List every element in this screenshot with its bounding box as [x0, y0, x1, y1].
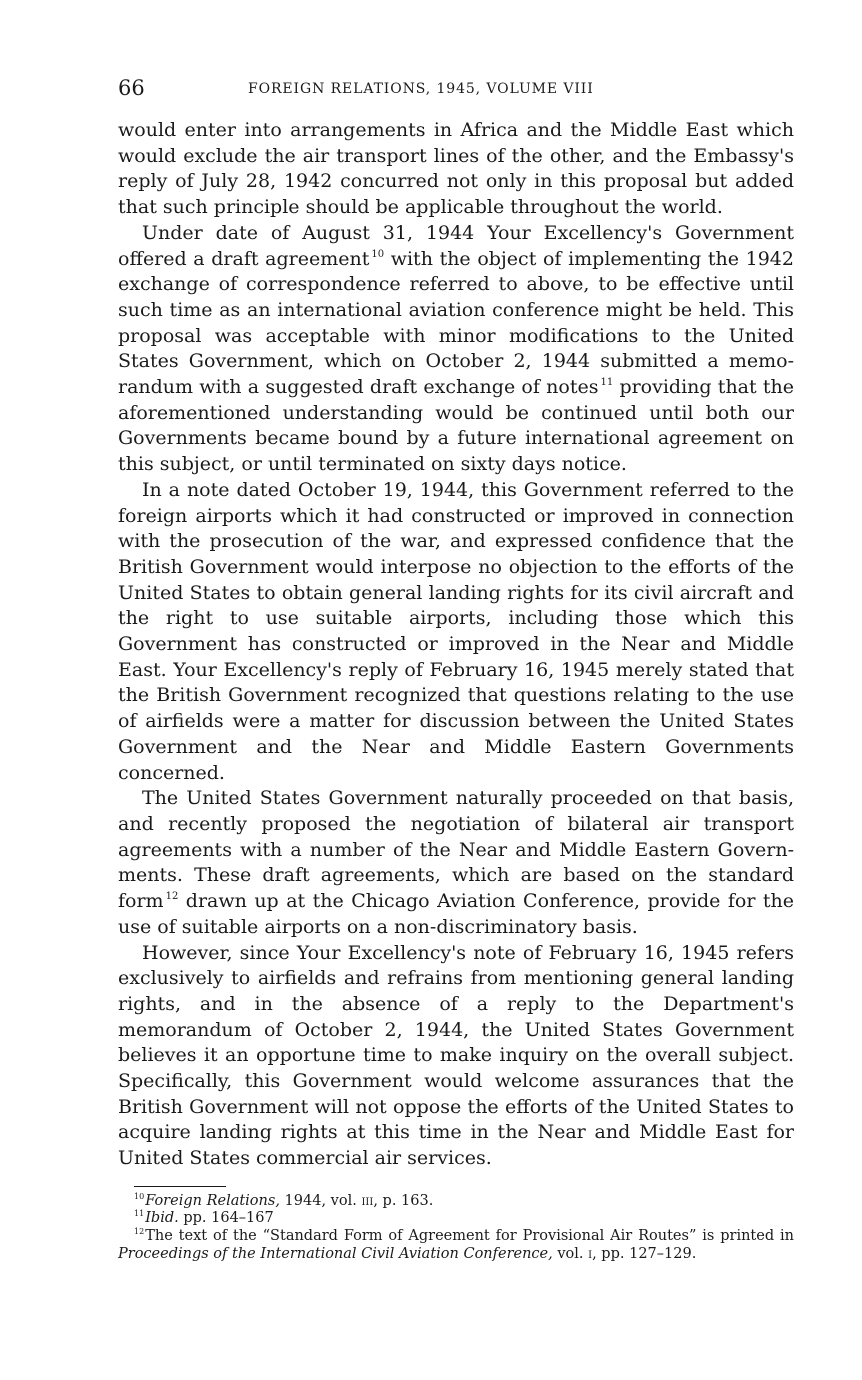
footnote-volume: iii — [361, 1192, 374, 1209]
paragraph-4 — [118, 786, 794, 940]
footnote-citation-title: Foreign Relations, — [145, 1192, 280, 1209]
footnote-text: , p. 163. — [373, 1192, 434, 1209]
footnote-text: The text of the “Standard Form of Agreement for Provisional Air Routes” is printed in — [145, 1228, 794, 1245]
footnote-marker: 10 — [134, 1191, 145, 1201]
footnotes — [118, 1193, 794, 1263]
footnote-citation-title: Ibid. — [145, 1210, 179, 1227]
footnote-11 — [118, 1210, 794, 1228]
footnote-marker: 12 — [134, 1227, 145, 1237]
paragraph-4-text-a: The United States Government naturally proceeded on that basis, and recently proposed the negotiation of bilateral air transport agreements with a number of the Near and Middle Eastern Governments. These draft agreements, which are based on the standard form — [118, 787, 794, 913]
paragraph-4-text-b: drawn up at the Chicago Aviation Conference, provide for the use of suitable airports on a non-discriminatory basis. — [118, 890, 794, 938]
running-head — [118, 74, 794, 104]
footnote-text: , pp. 127–129. — [592, 1245, 697, 1262]
footnote-marker: 11 — [134, 1209, 145, 1219]
footnote-text: pp. 164–167 — [178, 1210, 274, 1227]
footnote-10 — [118, 1193, 794, 1211]
footnote-divider — [134, 1186, 226, 1187]
paragraph-2-text-c: providing that the aforementioned understanding would be continued until both our Governments became bound by a future international agreement on this subject, or until terminated on sixty days notice. — [118, 376, 794, 476]
footnote-ref-12[interactable]: 12 — [165, 891, 179, 903]
paragraph-1: would enter into arrangements in Africa and the Middle East which would exclude the air transport lines of the other, and the Embassy's reply of July 28, 1942 concurred not only in this proposal but added that such principle should be applicable throughout the world. — [118, 119, 794, 219]
page-number: 66 — [118, 76, 145, 100]
running-title: FOREIGN RELATIONS, 1945, VOLUME VIII — [248, 81, 594, 97]
paragraph-2 — [118, 221, 794, 478]
footnote-ref-10[interactable]: 10 — [371, 248, 385, 260]
paragraph-2-text-a: Under date of August 31, 1944 Your Excellency's Government offered a draft agreement — [118, 221, 794, 270]
footnote-volume: i — [588, 1245, 593, 1262]
footnote-text: 1944, vol. — [279, 1192, 362, 1209]
document-page — [118, 74, 794, 1263]
paragraph-2-text-b: with the object of implementing the 1942 exchange of correspondence referred to above, to be effective until such time as an international aviation conference might be held. This proposal was acceptable with minor modifications to the United States Government, which on October 2, 1944 submitted a memorandum with a suggested draft exchange of notes — [118, 247, 794, 399]
paragraph-5: However, since Your Excellency's note of February 16, 1945 refers exclusively to airfields and refrains from mentioning general landing rights, and in the absence of a reply to the Department's memorandum of October 2, 1944, the United States Government believes it an opportune time to make inquiry on the overall subject. Specifically, this Government would welcome assurances that the British Government will not oppose the efforts of the United States to acquire landing rights at this time in the Near and Middle East for United States commercial air services. — [118, 941, 794, 1170]
paragraph-3: In a note dated October 19, 1944, this Government referred to the foreign airports which it had constructed or improved in connection with the prosecution of the war, and expressed confidence that the British Government would interpose no objection to the efforts of the United States to obtain general landing rights for its civil aircraft and the right to use suitable airports, including those which this Government has constructed or improved in the Near and Middle East. Your Excellency's reply of February 16, 1945 merely stated that the British Government recognized that questions relating to the use of airfields were a matter for discussion between the United States Government and the Near and Middle Eastern Governments concerned. — [118, 478, 794, 784]
body-text — [118, 118, 794, 1172]
footnote-ref-11[interactable]: 11 — [600, 377, 614, 389]
footnote-12 — [118, 1228, 794, 1263]
footnote-citation-title: Proceedings of the International Civil Aviation Conference, — [118, 1245, 553, 1262]
footnote-text: vol. — [552, 1245, 589, 1262]
